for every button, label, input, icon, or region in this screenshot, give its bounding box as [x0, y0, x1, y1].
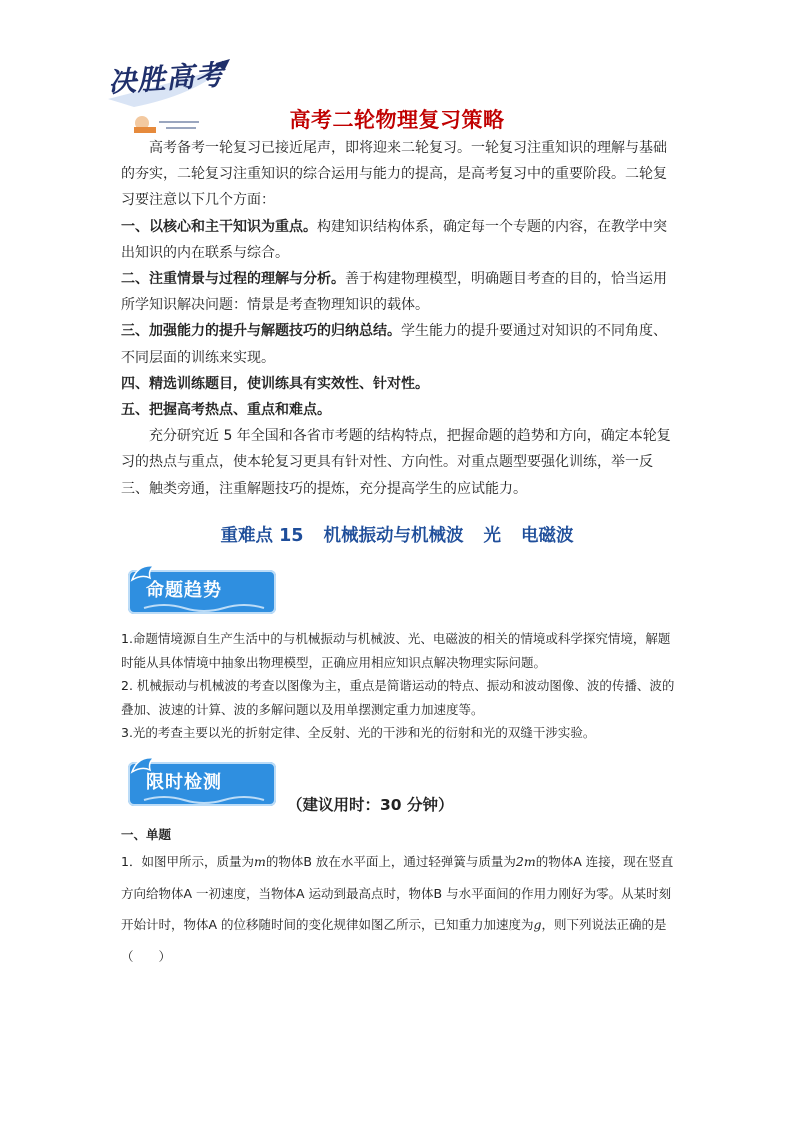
conclusion-paragraph: 充分研究近 5 年全国和各省市考题的结构特点，把握命题的趋势和方向，确定本轮复习的热点与重点，使本轮复习更具有针对性、方向性。对重点题型要强化训练，举一反三、触类旁通，注重解题技巧的提炼，充分提高学生的应试能力。	[121, 428, 671, 497]
strategy-body	[121, 135, 677, 502]
trend-item: 1.命题情境源自生产生活中的与机械振动与机械波、光、电磁波的相关的情境或科学探究情境，解题时能从具体情境中抽象出物理模型，正确应用相应知识点解决物理实际问题。	[121, 631, 671, 670]
question-1: 1．如图甲所示，质量为m的物体B 放在水平面上，通过轻弹簧与质量为2m的物体A 连接，现在竖直方向给物体A 一初速度，当物体A 运动到最高点时，物体B 与水平面间的作用力刚好为零。从某时刻开始计时，物体A 的位移随时间的变化规律如图乙所示，已知重力加速度为g，则下列说法正确的是（ ）	[121, 854, 674, 964]
question-section-heading: 一、单题	[121, 827, 172, 842]
trend-badge-label: 命题趋势	[146, 580, 222, 601]
trend-list	[121, 627, 677, 745]
trend-badge	[124, 560, 279, 618]
intro-paragraph: 高考备考一轮复习已接近尾声，即将迎来二轮复习。一轮复习注重知识的理解与基础的夯实，二轮复习注重知识的综合运用与能力的提高，是高考复习中的重要阶段。二轮复习要注意以下几个方面：	[121, 140, 667, 209]
test-badge	[124, 752, 279, 810]
point-3: 三、加强能力的提升与解题技巧的归纳总结。学生能力的提升要通过对知识的不同角度、不同层面的训练来实现。	[121, 323, 667, 366]
section-title: 重难点 15 机械振动与机械波 光 电磁波	[220, 526, 574, 546]
time-suggestion: （建议用时：30 分钟）	[287, 796, 454, 814]
logo-text: 决胜高考	[107, 57, 226, 100]
trend-item: 3.光的考查主要以光的折射定律、全反射、光的干涉和光的衍射和光的双缝干涉实验。	[121, 725, 596, 740]
trend-item: 2. 机械振动与机械波的考查以图像为主，重点是简谐运动的特点、振动和波动图像、波的传播、波的叠加、波速的计算、波的多解问题以及用单摆测定重力加速度等。	[121, 678, 675, 717]
point-1: 一、以核心和主干知识为重点。构建知识结构体系，确定每一个专题的内容，在教学中突出知识的内在联系与综合。	[121, 218, 667, 261]
point-2: 二、注重情景与过程的理解与分析。善于构建物理模型，明确题目考查的目的，恰当运用所学知识解决问题：情景是考查物理知识的载体。	[121, 271, 667, 314]
point-4: 四、精选训练题目，使训练具有实效性、针对性。	[121, 375, 429, 392]
page-title: 高考二轮物理复习策略	[289, 108, 505, 132]
point-5: 五、把握高考热点、重点和难点。	[121, 402, 331, 419]
test-badge-label: 限时检测	[146, 772, 222, 793]
